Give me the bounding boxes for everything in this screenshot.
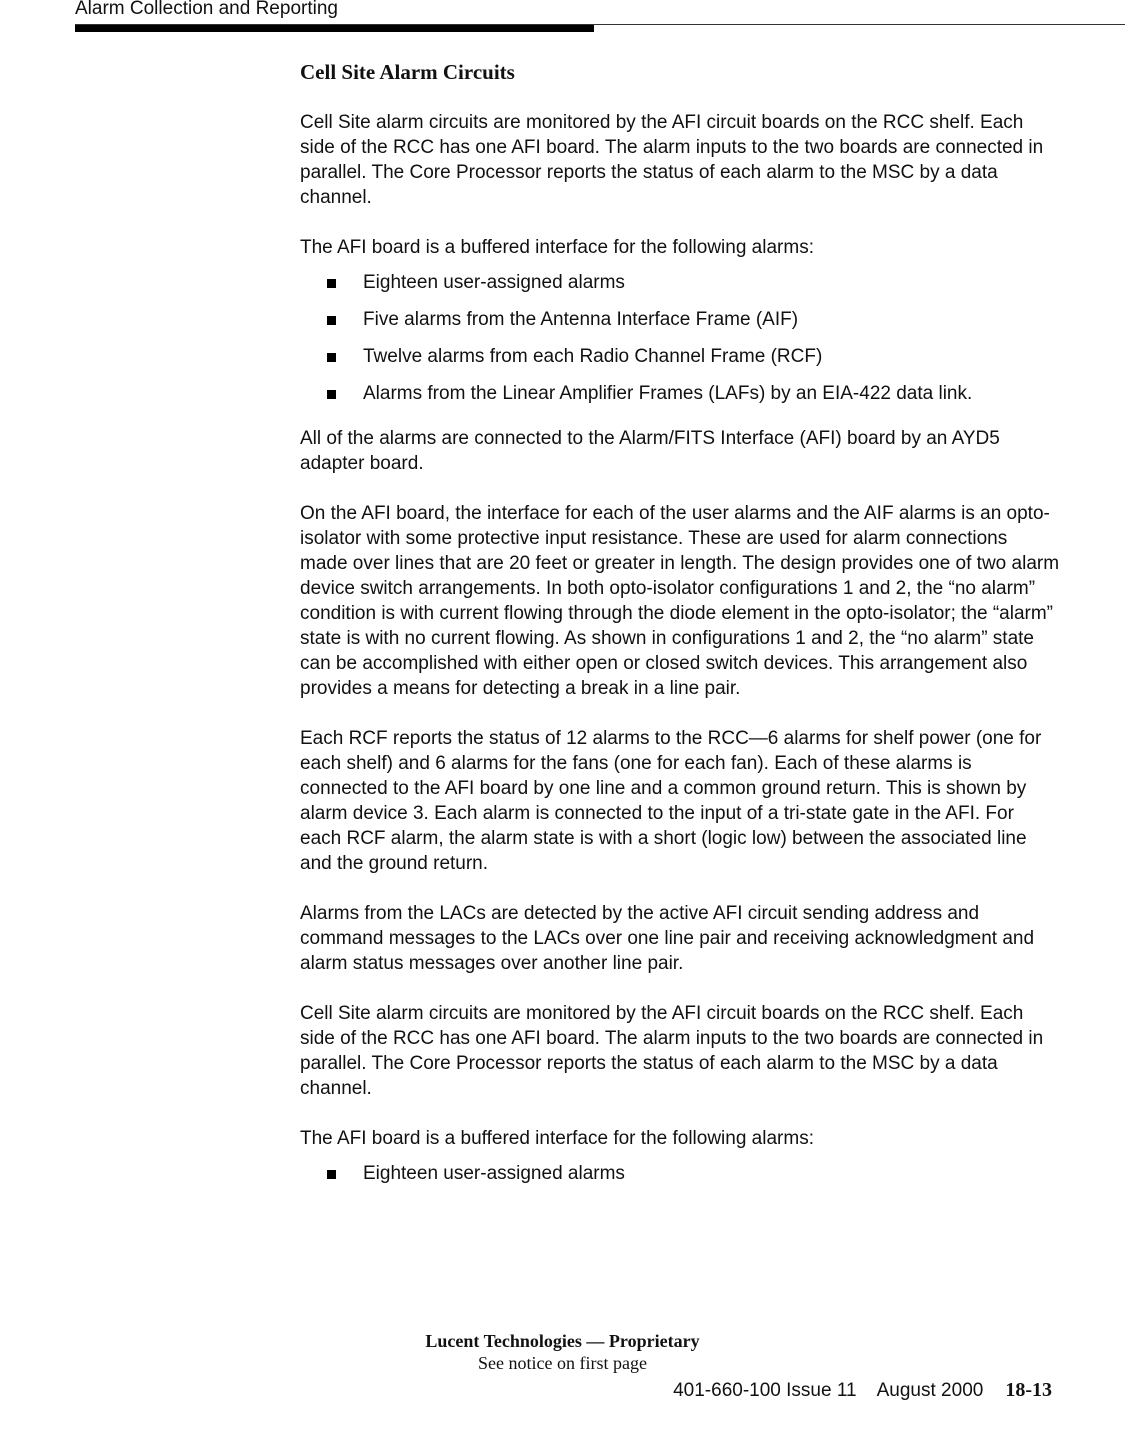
- list-item: Eighteen user-assigned alarms: [300, 270, 1060, 295]
- list-item: Five alarms from the Antenna Interface Frame (AIF): [300, 307, 1060, 332]
- bullet-list: [300, 1161, 1060, 1186]
- footer-doc-id: [673, 1376, 1052, 1405]
- footer-company: Lucent Technologies — Proprietary: [425, 1331, 700, 1351]
- paragraph: Cell Site alarm circuits are monitored by the AFI circuit boards on the RCC shelf. Each side of the RCC has one AFI board. The alarm inputs to the two boards are connected in parallel. The Core Processor reports the status of each alarm to the MSC by a data channel.: [300, 1003, 1044, 1099]
- list-item: Eighteen user-assigned alarms: [300, 1161, 1060, 1186]
- list-item: Twelve alarms from each Radio Channel Frame (RCF): [300, 344, 1060, 369]
- square-bullet-icon: [327, 316, 336, 325]
- page-number: 18-13: [1005, 1379, 1052, 1401]
- running-head: Alarm Collection and Reporting: [75, 0, 338, 19]
- square-bullet-icon: [327, 279, 336, 288]
- list-item: Alarms from the Linear Amplifier Frames (LAFs) by an EIA-422 data link.: [300, 381, 1060, 406]
- page-body: [300, 58, 1060, 1206]
- square-bullet-icon: [327, 1170, 336, 1179]
- paragraph: Each RCF reports the status of 12 alarms to the RCC—6 alarms for shelf power (one for each shelf) and 6 alarms for the fans (one for each fan). Each of these alarms is connected to the AFI board by one line and a common ground return. This is shown by alarm device 3. Each alarm is connected to the input of a tri-state gate in the AFI. For each RCF alarm, the alarm state is with a short (logic low) between the associated line and the ground return.: [300, 728, 1042, 874]
- paragraph: Alarms from the LACs are detected by the active AFI circuit sending address and command messages to the LACs over one line pair and receiving acknowledgment and alarm status messages over another line pair.: [300, 903, 1035, 974]
- paragraph: The AFI board is a buffered interface for the following alarms:: [300, 237, 814, 258]
- header-rule-thick: [75, 25, 594, 32]
- footer-notice: See notice on first page: [478, 1353, 647, 1373]
- section-heading: Cell Site Alarm Circuits: [300, 60, 515, 84]
- paragraph: All of the alarms are connected to the Alarm/FITS Interface (AFI) board by an AYD5 adapter board.: [300, 428, 1000, 474]
- doc-issue-date: 401-660-100 Issue 11 August 2000: [673, 1380, 984, 1401]
- bullet-list: [300, 270, 1060, 406]
- paragraph: On the AFI board, the interface for each of the user alarms and the AIF alarms is an opto-isolator with some protective input resistance. These are used for alarm connections made over lines that are 20 feet or greater in length. The design provides one of two alarm device switch arrangements. In both opto-isolator configurations 1 and 2, the “no alarm” condition is with current flowing through the diode element in the opto-isolator; the “alarm” state is with no current flowing. As shown in configurations 1 and 2, the “no alarm” state can be accomplished with either open or closed switch devices. This arrangement also provides a means for detecting a break in a line pair.: [300, 503, 1060, 699]
- square-bullet-icon: [327, 390, 336, 399]
- paragraph: The AFI board is a buffered interface for the following alarms:: [300, 1128, 814, 1149]
- square-bullet-icon: [327, 353, 336, 362]
- paragraph: Cell Site alarm circuits are monitored by the AFI circuit boards on the RCC shelf. Each side of the RCC has one AFI board. The alarm inputs to the two boards are connected in parallel. The Core Processor reports the status of each alarm to the MSC by a data channel.: [300, 112, 1044, 208]
